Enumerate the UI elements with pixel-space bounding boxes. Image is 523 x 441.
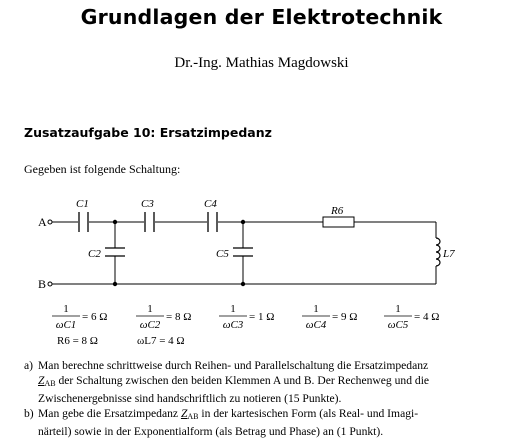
svg-text:ωC4: ωC4 — [305, 319, 327, 331]
label-c2: C2 — [88, 248, 101, 260]
label-c4: C4 — [204, 198, 217, 210]
task-b-label: b) — [24, 407, 34, 420]
junction-dot — [241, 220, 245, 224]
svg-text:ωC5: ωC5 — [387, 319, 409, 331]
capacitor-c3 — [145, 212, 154, 232]
task-a-line2 — [38, 373, 478, 391]
inductor-l7 — [436, 238, 440, 266]
svg-text:1: 1 — [395, 303, 401, 315]
intro-text: Gegeben ist folgende Schaltung: — [24, 162, 181, 176]
label-l7: L7 — [443, 248, 455, 260]
junction-dot — [241, 282, 245, 286]
task-a-line3: Zwischenergebnisse sind handschriftlich zu notieren (15 Punkte). — [38, 392, 342, 405]
value-fraction-c1 — [52, 303, 107, 331]
svg-text:1: 1 — [313, 303, 319, 315]
impedance-symbol: Z — [180, 407, 188, 420]
svg-text:= 4 Ω: = 4 Ω — [414, 311, 440, 323]
task-b-line1-pre: Man gebe die Ersatzimpedanz — [38, 407, 181, 420]
label-c1: C1 — [76, 198, 89, 210]
svg-text:ωC2: ωC2 — [139, 319, 161, 331]
capacitor-c5 — [233, 248, 253, 256]
svg-text:= 1 Ω: = 1 Ω — [249, 311, 275, 323]
svg-text:ωC3: ωC3 — [222, 319, 244, 331]
value-r6: R6 = 8 Ω — [57, 335, 98, 347]
task-b — [24, 406, 478, 439]
impedance-subscript: AB — [187, 412, 199, 421]
svg-text:1: 1 — [230, 303, 236, 315]
label-r6: R6 — [331, 205, 344, 217]
capacitor-c4 — [208, 212, 217, 232]
terminal-a-label: A — [38, 215, 47, 229]
task-a-line2-text: der Schaltung zwischen den beiden Klemmen A und B. Der Rechenweg und die — [55, 374, 430, 387]
value-fraction-c4 — [302, 303, 357, 331]
impedance-subscript: AB — [44, 379, 56, 388]
value-fraction-c3 — [219, 303, 274, 331]
terminal-b-label: B — [38, 277, 47, 291]
svg-text:= 8 Ω: = 8 Ω — [166, 311, 192, 323]
svg-text:= 9 Ω: = 9 Ω — [332, 311, 358, 323]
terminal-b-node — [48, 282, 52, 286]
task-b-line2: närteil) sowie in der Exponentialform (als Betrag und Phase) an (1 Punkt). — [38, 425, 384, 438]
svg-text:1: 1 — [63, 303, 69, 315]
terminal-a-node — [48, 220, 52, 224]
exercise-heading: Zusatzaufgabe 10: Ersatzimpedanz — [24, 125, 272, 140]
task-a-label: a) — [24, 359, 34, 372]
label-c3: C3 — [141, 198, 154, 210]
svg-text:1: 1 — [147, 303, 153, 315]
task-b-line1-post: in der kartesischen Form (als Real- und Imagi- — [198, 407, 419, 420]
junction-dot — [113, 282, 117, 286]
author-name: Dr.-Ing. Mathias Magdowski — [174, 55, 349, 71]
label-c5: C5 — [216, 248, 229, 260]
value-fraction-c2 — [136, 303, 191, 331]
document-title: Grundlagen der Elektrotechnik — [80, 5, 443, 29]
svg-text:ωC1: ωC1 — [55, 319, 77, 331]
task-a — [24, 358, 478, 406]
capacitor-c2 — [105, 248, 125, 256]
value-fraction-c5 — [384, 303, 439, 331]
junction-dot — [113, 220, 117, 224]
value-l7: ωL7 = 4 Ω — [137, 335, 185, 347]
task-a-line1: Man berechne schrittweise durch Reihen- und Parallelschaltung die Ersatzimpedanz — [38, 359, 429, 372]
impedance-symbol: Z — [38, 374, 45, 387]
capacitor-c1 — [79, 212, 88, 232]
task-b-line1 — [38, 406, 478, 424]
resistor-r6 — [323, 217, 354, 227]
svg-text:= 6 Ω: = 6 Ω — [82, 311, 108, 323]
